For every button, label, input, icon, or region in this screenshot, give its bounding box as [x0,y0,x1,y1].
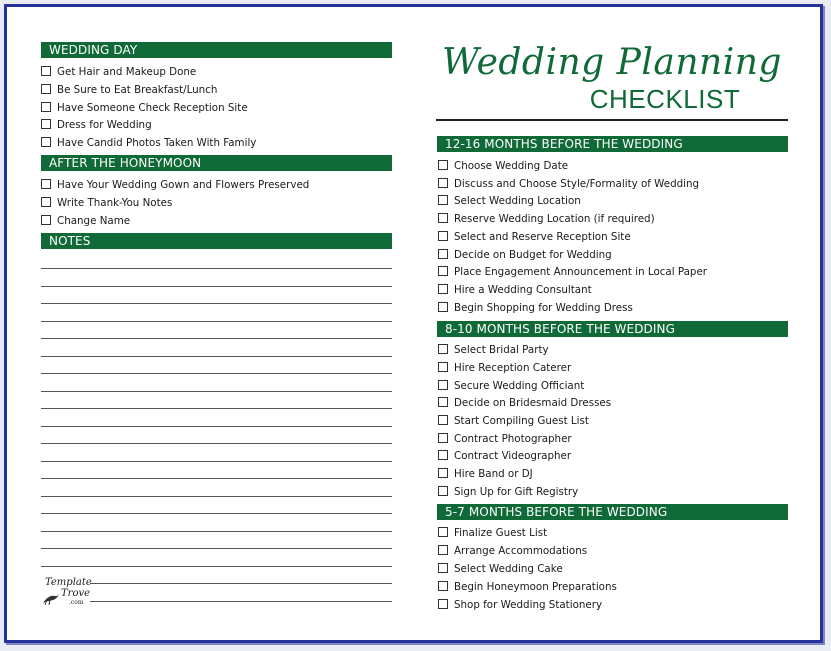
note-line[interactable] [41,461,392,462]
checkbox[interactable] [41,102,51,112]
checkbox[interactable] [438,599,448,609]
note-line[interactable] [41,391,392,392]
checkbox[interactable] [438,380,448,390]
checkbox[interactable] [438,486,448,496]
checkbox[interactable] [438,433,448,443]
checklist-item[interactable]: Start Compiling Guest List [438,413,589,429]
checkbox[interactable] [438,178,448,188]
checklist-item[interactable]: Have Candid Photos Taken With Family [41,135,256,151]
after-honeymoon-header: AFTER THE HONEYMOON [41,155,392,171]
checklist-item[interactable]: Hire a Wedding Consultant [438,282,592,298]
note-line[interactable] [41,513,392,514]
checkbox[interactable] [438,213,448,223]
checklist-item[interactable]: Have Your Wedding Gown and Flowers Preserved [41,177,309,193]
notes-header: NOTES [41,233,392,249]
months-12-16-header: 12-16 MONTHS BEFORE THE WEDDING [437,136,788,152]
wedding-day-header: WEDDING DAY [41,42,392,58]
checklist-item[interactable]: Contract Photographer [438,431,572,447]
checklist-item[interactable]: Get Hair and Makeup Done [41,64,196,80]
title-checklist: CHECKLIST [589,84,741,114]
title-script: Wedding Planning [442,42,782,83]
checkbox[interactable] [41,66,51,76]
checkbox[interactable] [41,119,51,129]
checklist-item[interactable]: Contract Videographer [438,448,571,464]
checklist-item[interactable]: Select Wedding Cake [438,561,563,577]
checklist-item[interactable]: Select Wedding Location [438,193,581,209]
checklist-item[interactable]: Finalize Guest List [438,525,547,541]
checklist-item[interactable]: Reserve Wedding Location (if required) [438,211,655,227]
checkbox[interactable] [438,468,448,478]
checkbox[interactable] [41,215,51,225]
template-trove-logo: Template Trove .com [41,577,91,607]
checkbox[interactable] [438,397,448,407]
checklist-item[interactable]: Arrange Accommodations [438,543,587,559]
checklist-item[interactable]: Choose Wedding Date [438,158,568,174]
checkbox[interactable] [41,197,51,207]
note-line[interactable] [41,356,392,357]
months-5-7-header: 5-7 MONTHS BEFORE THE WEDDING [437,504,788,520]
checkbox[interactable] [438,527,448,537]
checkbox[interactable] [438,581,448,591]
note-line[interactable] [41,408,392,409]
checkbox[interactable] [438,284,448,294]
checklist-item[interactable]: Change Name [41,213,130,229]
checklist-item[interactable]: Write Thank-You Notes [41,195,172,211]
checklist-item[interactable]: Be Sure to Eat Breakfast/Lunch [41,82,217,98]
checkbox[interactable] [438,450,448,460]
checkbox[interactable] [438,362,448,372]
checklist-item[interactable]: Hire Band or DJ [438,466,533,482]
note-line[interactable] [41,268,392,269]
note-line[interactable] [41,443,392,444]
note-line[interactable] [41,286,392,287]
note-line[interactable] [41,373,392,374]
checklist-item[interactable]: Hire Reception Caterer [438,360,571,376]
note-line[interactable] [41,531,392,532]
note-line[interactable] [41,338,392,339]
checkbox[interactable] [438,266,448,276]
checklist-item[interactable]: Discuss and Choose Style/Formality of Wedding [438,176,699,192]
checkbox[interactable] [438,249,448,259]
checklist-item[interactable]: Decide on Budget for Wedding [438,247,612,263]
bird-icon [41,587,63,607]
note-line[interactable] [41,566,392,567]
checkbox[interactable] [41,137,51,147]
checkbox[interactable] [41,84,51,94]
note-line[interactable] [41,548,392,549]
checklist-item[interactable]: Dress for Wedding [41,117,152,133]
note-line[interactable] [41,303,392,304]
note-line[interactable] [90,583,392,584]
checkbox[interactable] [41,179,51,189]
checklist-item[interactable]: Decide on Bridesmaid Dresses [438,395,611,411]
note-line[interactable] [41,496,392,497]
checkbox[interactable] [438,563,448,573]
note-line[interactable] [41,321,392,322]
checklist-item[interactable]: Select Bridal Party [438,342,549,358]
checklist-item[interactable]: Begin Honeymoon Preparations [438,579,617,595]
checklist-item[interactable]: Sign Up for Gift Registry [438,484,578,500]
checklist-item[interactable]: Have Someone Check Reception Site [41,100,248,116]
title-divider [436,119,788,121]
checkbox[interactable] [438,302,448,312]
checkbox[interactable] [438,231,448,241]
note-line[interactable] [41,478,392,479]
checklist-item[interactable]: Place Engagement Announcement in Local Paper [438,264,707,280]
note-line[interactable] [41,426,392,427]
note-line[interactable] [90,601,392,602]
checklist-item[interactable]: Begin Shopping for Wedding Dress [438,300,633,316]
checkbox[interactable] [438,195,448,205]
checklist-item[interactable]: Secure Wedding Officiant [438,378,584,394]
checkbox[interactable] [438,160,448,170]
checklist-item[interactable]: Select and Reserve Reception Site [438,229,631,245]
checkbox[interactable] [438,344,448,354]
checkbox[interactable] [438,415,448,425]
checklist-item[interactable]: Shop for Wedding Stationery [438,597,602,613]
checkbox[interactable] [438,545,448,555]
months-8-10-header: 8-10 MONTHS BEFORE THE WEDDING [437,321,788,337]
